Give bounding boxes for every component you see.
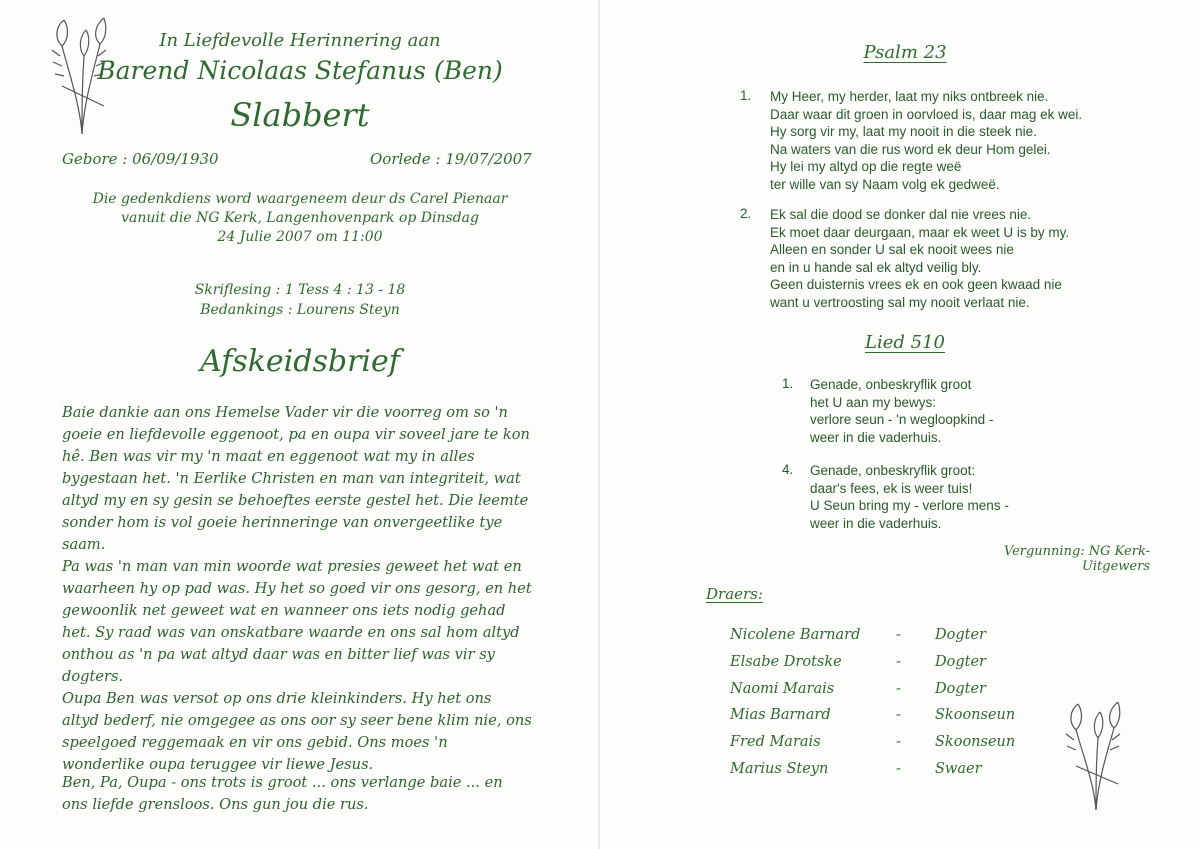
hymn-verse (810, 462, 1009, 532)
verse-line: Alleen en sonder U sal ek nooit wees nie (770, 242, 1014, 257)
letter-paragraph-text: Ben, Pa, Oupa - ons trots is groot ... ons verlange baie ... en ons liefde grensloos. Ons gun jou die rus. (62, 774, 503, 813)
full-name: Barend Nicolaas Stefanus (Ben) (97, 56, 503, 85)
letter-paragraph (62, 556, 532, 688)
verse-line: Geen duisternis vrees ek en ook geen kwaad nie (770, 277, 1062, 292)
verse-line: Na waters van die rus word ek deur Hom gelei. (770, 141, 1051, 157)
service-line: Die gedenkdiens word waargeneem deur ds Carel Pienaar (92, 191, 508, 207)
reading-block (60, 280, 540, 320)
bearer-name: Naomi Marais (730, 681, 835, 697)
letter-paragraph (62, 402, 532, 556)
thanks-line: Bedankings : Lourens Steyn (200, 302, 400, 318)
verse-number: 1. (740, 88, 752, 103)
verse-number: 4. (782, 462, 794, 477)
wheat-sheaf-icon (1058, 702, 1138, 812)
bearer-name: Fred Marais (730, 734, 821, 750)
verse-line: Daar waar dit groen in oorvloed is, daar mag ek wei. (770, 106, 1083, 122)
surname: Slabbert (230, 96, 370, 134)
verse-line: Genade, onbeskryflik groot (810, 377, 972, 392)
verse-line: Hy sorg vir my, laat my nooit in die steek nie. (770, 124, 1037, 139)
bearer-relation: Skoonseun (935, 707, 1016, 723)
bearer-name: Elsabe Drotske (730, 654, 842, 670)
bearer-relation: Swaer (935, 761, 982, 777)
verse-line: My Heer, my herder, laat my niks ontbreek nie. (770, 89, 1049, 104)
verse-line: Genade, onbeskryflik groot: (810, 463, 976, 478)
letter-paragraph-text: Oupa Ben was versot op ons drie kleinkinders. Hy het ons altyd bederf, nie omgegee as ons oor sy seer bene klim nie, ons speelgoed reggemaak en vir ons gebid. Ons moes 'n wonderlike oupa teruggee vir liewe Jesus. (62, 690, 532, 773)
hymn-title: Lied 510 (865, 332, 945, 353)
service-line: vanuit die NG Kerk, Langenhovenpark op Dinsdag (121, 210, 479, 226)
bearer-dash: - (896, 627, 901, 643)
letter-title: Afskeidsbrief (200, 344, 400, 379)
permission-note: Vergunning: NG Kerk-Uitgewers (1003, 544, 1150, 574)
bearers-title: Draers: (706, 585, 763, 603)
bearer-relation: Dogter (935, 681, 986, 697)
bearer-relation: Dogter (935, 654, 986, 670)
letter-paragraph (62, 688, 532, 776)
letter-paragraph (62, 772, 532, 816)
left-page (0, 0, 598, 849)
verse-line: Hy lei my altyd op die regte weë (770, 159, 962, 174)
bearer-dash: - (896, 734, 901, 750)
letter-paragraph-text: Baie dankie aan ons Hemelse Vader vir die voorreg om so 'n goeie en liefdevolle eggenoot, pa en oupa vir soveel jare te kon hê. Ben was vir my 'n maat en eggenoot wat my in alles bygestaan het. 'n Eerlike Christen en man van integriteit, wat altyd my en sy gesin se behoeftes eerste gestel het. Die leemte sonder hom is vol goeie herinneringe van onvergeetlike tye saam. (62, 404, 530, 553)
verse-line: verlore seun - 'n wegloopkind - (810, 412, 994, 427)
service-line: 24 Julie 2007 om 11:00 (217, 229, 383, 245)
bearer-name: Nicolene Barnard (730, 627, 861, 643)
verse-line: want u vertroosting sal my nooit verlaat nie. (770, 294, 1030, 310)
death-date: Oorlede : 19/07/2007 (370, 150, 532, 168)
verse-number: 1. (782, 376, 794, 391)
bearer-relation: Skoonseun (935, 734, 1016, 750)
intro-line: In Liefdevolle Herinnering aan (159, 30, 441, 51)
bearer-dash: - (896, 681, 901, 697)
bearer-dash: - (896, 707, 901, 723)
right-page (600, 0, 1200, 849)
psalm-title: Psalm 23 (863, 42, 947, 63)
letter-paragraph-text: Pa was 'n man van min woorde wat presies geweet het wat en waarheen hy op pad was. Hy het so goed vir ons gesorg, en het gewoonlik net geweet wat en wanneer ons iets nodig gehad het. Sy raad was van onskatbare waarde en ons sal hom altyd onthou as 'n pa wat altyd daar was en bitter lief was vir sy dogters. (62, 558, 532, 685)
bearer-dash: - (896, 654, 901, 670)
verse-line: Ek sal die dood se donker dal nie vrees nie. (770, 207, 1032, 222)
verse-line: ter wille van sy Naam volg ek gedweë. (770, 176, 1000, 192)
psalm-verse (770, 88, 1082, 193)
verse-line: en in u hande sal ek altyd veilig bly. (770, 259, 982, 275)
verse-line: U Seun bring my - verlore mens - (810, 498, 1009, 513)
verse-line: weer in die vaderhuis. (810, 515, 942, 531)
psalm-verse (770, 206, 1069, 311)
service-details (60, 190, 540, 247)
bearer-relation: Dogter (935, 627, 986, 643)
verse-line: het U aan my bewys: (810, 394, 937, 410)
verse-number: 2. (740, 206, 752, 221)
bearer-name: Mias Barnard (730, 707, 831, 723)
verse-line: weer in die vaderhuis. (810, 429, 942, 445)
verse-line: Ek moet daar deurgaan, maar ek weet U is by my. (770, 224, 1070, 240)
verse-line: daar's fees, ek is weer tuis! (810, 480, 973, 496)
hymn-verse (810, 376, 993, 446)
bearer-name: Marius Steyn (730, 761, 829, 777)
scripture-reading: Skriflesing : 1 Tess 4 : 13 - 18 (194, 282, 406, 298)
birth-date: Gebore : 06/09/1930 (62, 150, 219, 168)
bearer-dash: - (896, 761, 901, 777)
